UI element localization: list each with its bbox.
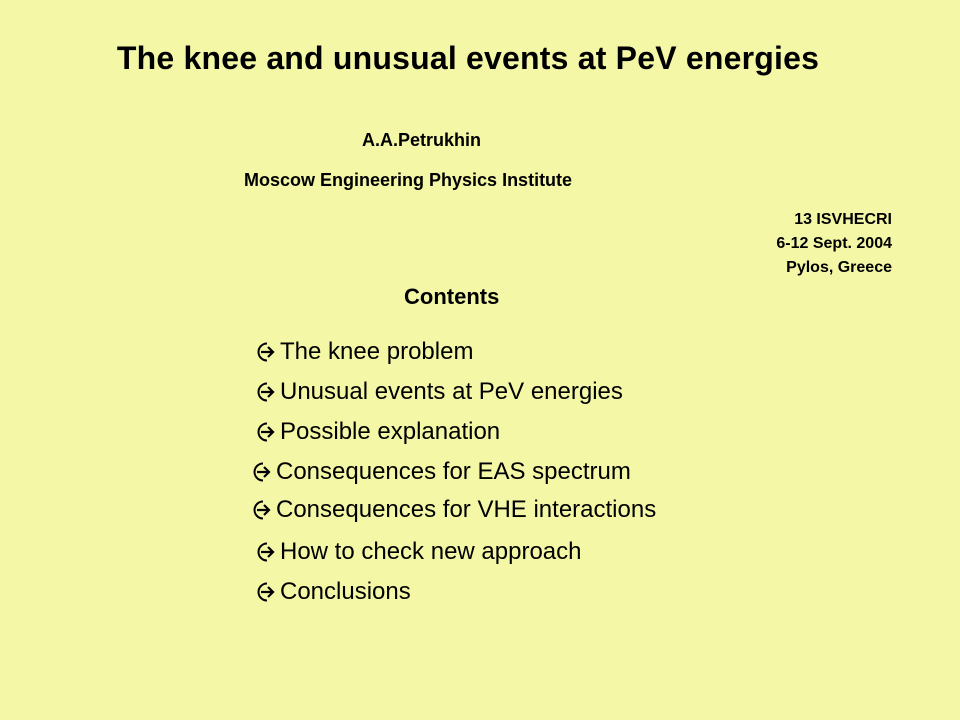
circled-right-arrow-icon [256, 381, 278, 403]
conference-dates: 6-12 Sept. 2004 [776, 235, 892, 252]
list-item [256, 578, 411, 606]
list-item [256, 378, 623, 406]
contents-item-label: Consequences for EAS spectrum [276, 458, 631, 485]
contents-item-label: How to check new approach [280, 538, 582, 565]
circled-right-arrow-icon [256, 421, 278, 443]
list-item [256, 538, 582, 566]
list-item [256, 338, 473, 366]
list-item [256, 418, 500, 446]
list-item [252, 458, 631, 486]
circled-right-arrow-icon [256, 341, 278, 363]
contents-heading: Contents [404, 284, 500, 309]
conference-name: 13 ISVHECRI [794, 211, 892, 228]
contents-item-label: The knee problem [280, 338, 474, 365]
author-name: A.A.Petrukhin [362, 130, 482, 150]
circled-right-arrow-icon [252, 461, 274, 483]
contents-item-label: Consequences for VHE interactions [276, 496, 657, 523]
contents-item-label: Conclusions [280, 578, 411, 605]
contents-item-label: Possible explanation [280, 418, 501, 445]
conference-info [776, 208, 892, 280]
circled-right-arrow-icon [256, 581, 278, 603]
circled-right-arrow-icon [252, 499, 274, 521]
list-item [252, 496, 656, 524]
author-institute: Moscow Engineering Physics Institute [244, 170, 573, 190]
contents-item-label: Unusual events at PeV energies [280, 378, 623, 405]
conference-location: Pylos, Greece [786, 259, 892, 276]
slide-title: The knee and unusual events at PeV energies [116, 40, 820, 76]
circled-right-arrow-icon [256, 541, 278, 563]
